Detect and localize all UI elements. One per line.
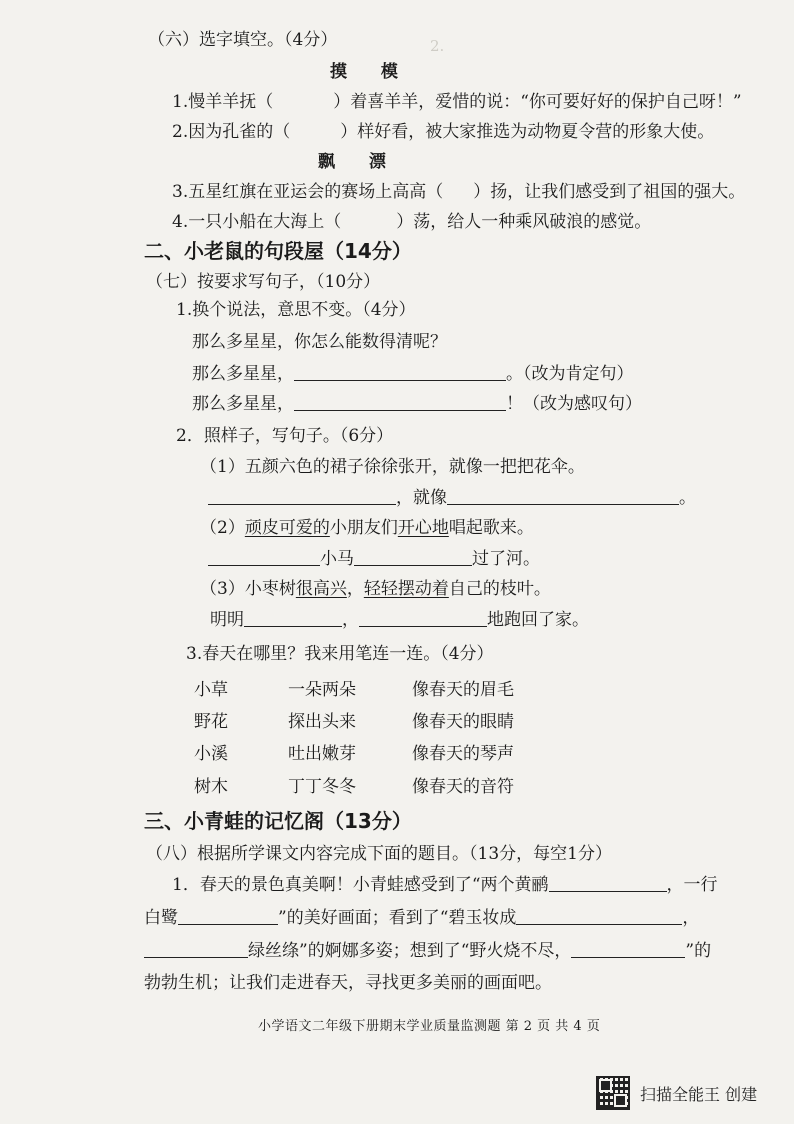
answer-blank[interactable] [244, 608, 342, 627]
answer-blank[interactable] [516, 906, 682, 925]
part6-q2: 2.因为孔雀的（ ）样好看，被大家推选为动物夏令营的形象大使。 [172, 122, 715, 142]
part6-q1: 1.慢羊羊抚（ ）着喜羊羊，爱惜的说：“你可要好好的保护自己呀！” [172, 92, 742, 112]
part6-q4: 4.一只小船在大海上（ ）荡，给人一种乘风破浪的感觉。 [172, 212, 652, 232]
s1-line3: 那么多星星， ！（改为感叹句） [192, 394, 642, 414]
s2-example-b: （2）顽皮可爱的小朋友们开心地唱起歌来。 [200, 518, 534, 538]
part8-title: （八）根据所学课文内容完成下面的题目。（13分，每空1分） [146, 844, 612, 864]
match-col1-item[interactable]: 野花 [194, 712, 228, 732]
match-col2-item[interactable]: 吐出嫩芽 [288, 744, 356, 764]
section2-title: 二、小老鼠的句段屋（14分） [144, 239, 412, 263]
part7-title: （七）按要求写句子，（10分） [146, 272, 381, 292]
s2-example-c: （3）小枣树很高兴，轻轻摆动着自己的枝叶。 [200, 579, 551, 599]
page-footer: 小学语文二年级下册期末学业质量监测题 第 2 页 共 4 页 [258, 1019, 601, 1034]
match-col2-item[interactable]: 一朵两朵 [288, 680, 356, 700]
part6-title: （六）选字填空。（4分） [148, 30, 338, 50]
answer-blank[interactable] [294, 392, 506, 411]
watermark-text: 扫描全能王 创建 [640, 1084, 758, 1104]
answer-blank[interactable] [354, 547, 472, 566]
word-pair-2: 飘 漂 [318, 152, 400, 172]
s1-line1: 那么多星星，你怎么能数得清呢？ [192, 332, 447, 352]
word-pair-1: 摸 模 [330, 62, 412, 82]
answer-blank[interactable] [359, 608, 487, 627]
match-col3-item[interactable]: 像春天的眉毛 [412, 680, 514, 700]
answer-blank[interactable] [571, 939, 685, 958]
match-col3-item[interactable]: 像春天的眼睛 [412, 712, 514, 732]
s2-fill-c: 明明 ， 地跑回了家。 [210, 610, 589, 630]
match-col3-item[interactable]: 像春天的琴声 [412, 744, 514, 764]
answer-blank[interactable] [549, 873, 667, 892]
s3-title: 3.春天在哪里？我来用笔连一连。（4分） [186, 644, 494, 664]
s8-line3: 绿丝绦”的婀娜多姿；想到了“野火烧不尽， ”的 [144, 939, 711, 963]
match-col2-item[interactable]: 探出头来 [288, 712, 356, 732]
answer-blank[interactable] [144, 939, 248, 958]
answer-blank[interactable] [294, 362, 506, 381]
s1-title: 1.换个说法，意思不变。（4分） [176, 300, 416, 320]
match-col2-item[interactable]: 丁丁冬冬 [288, 777, 356, 797]
scanner-watermark [596, 1074, 786, 1112]
s2-example-a: （1）五颜六色的裙子徐徐张开，就像一把把花伞。 [200, 457, 585, 477]
s8-line2: 白鹭 ”的美好画面；看到了“碧玉妆成 ， [144, 908, 700, 928]
answer-blank[interactable] [447, 486, 679, 505]
answer-blank[interactable] [178, 906, 278, 925]
s2-fill-b: 小马 过了河。 [208, 547, 540, 571]
qr-code-icon [596, 1076, 630, 1110]
section3-title: 三、小青蛙的记忆阁（13分） [144, 809, 412, 833]
match-col1-item[interactable]: 树木 [194, 777, 228, 797]
s2-title: 2．照样子，写句子。（6分） [176, 426, 394, 446]
match-col3-item[interactable]: 像春天的音符 [412, 777, 514, 797]
bleed-through-text: 2. [430, 37, 700, 55]
s1-line2: 那么多星星， 。（改为肯定句） [192, 364, 634, 384]
answer-blank[interactable] [208, 486, 396, 505]
match-col1-item[interactable]: 小草 [194, 680, 228, 700]
match-col1-item[interactable]: 小溪 [194, 744, 228, 764]
s8-line1: 1．春天的景色真美啊！小青蛙感受到了“两个黄鹂 ，一行 [172, 875, 718, 895]
s2-fill-a: ，就像 。 [208, 486, 696, 510]
part6-q3: 3.五星红旗在亚运会的赛场上高高（ ）扬，让我们感受到了祖国的强大。 [172, 182, 746, 202]
s8-line4: 勃勃生机；让我们走进春天，寻找更多美丽的画面吧。 [144, 973, 552, 993]
answer-blank[interactable] [208, 547, 320, 566]
